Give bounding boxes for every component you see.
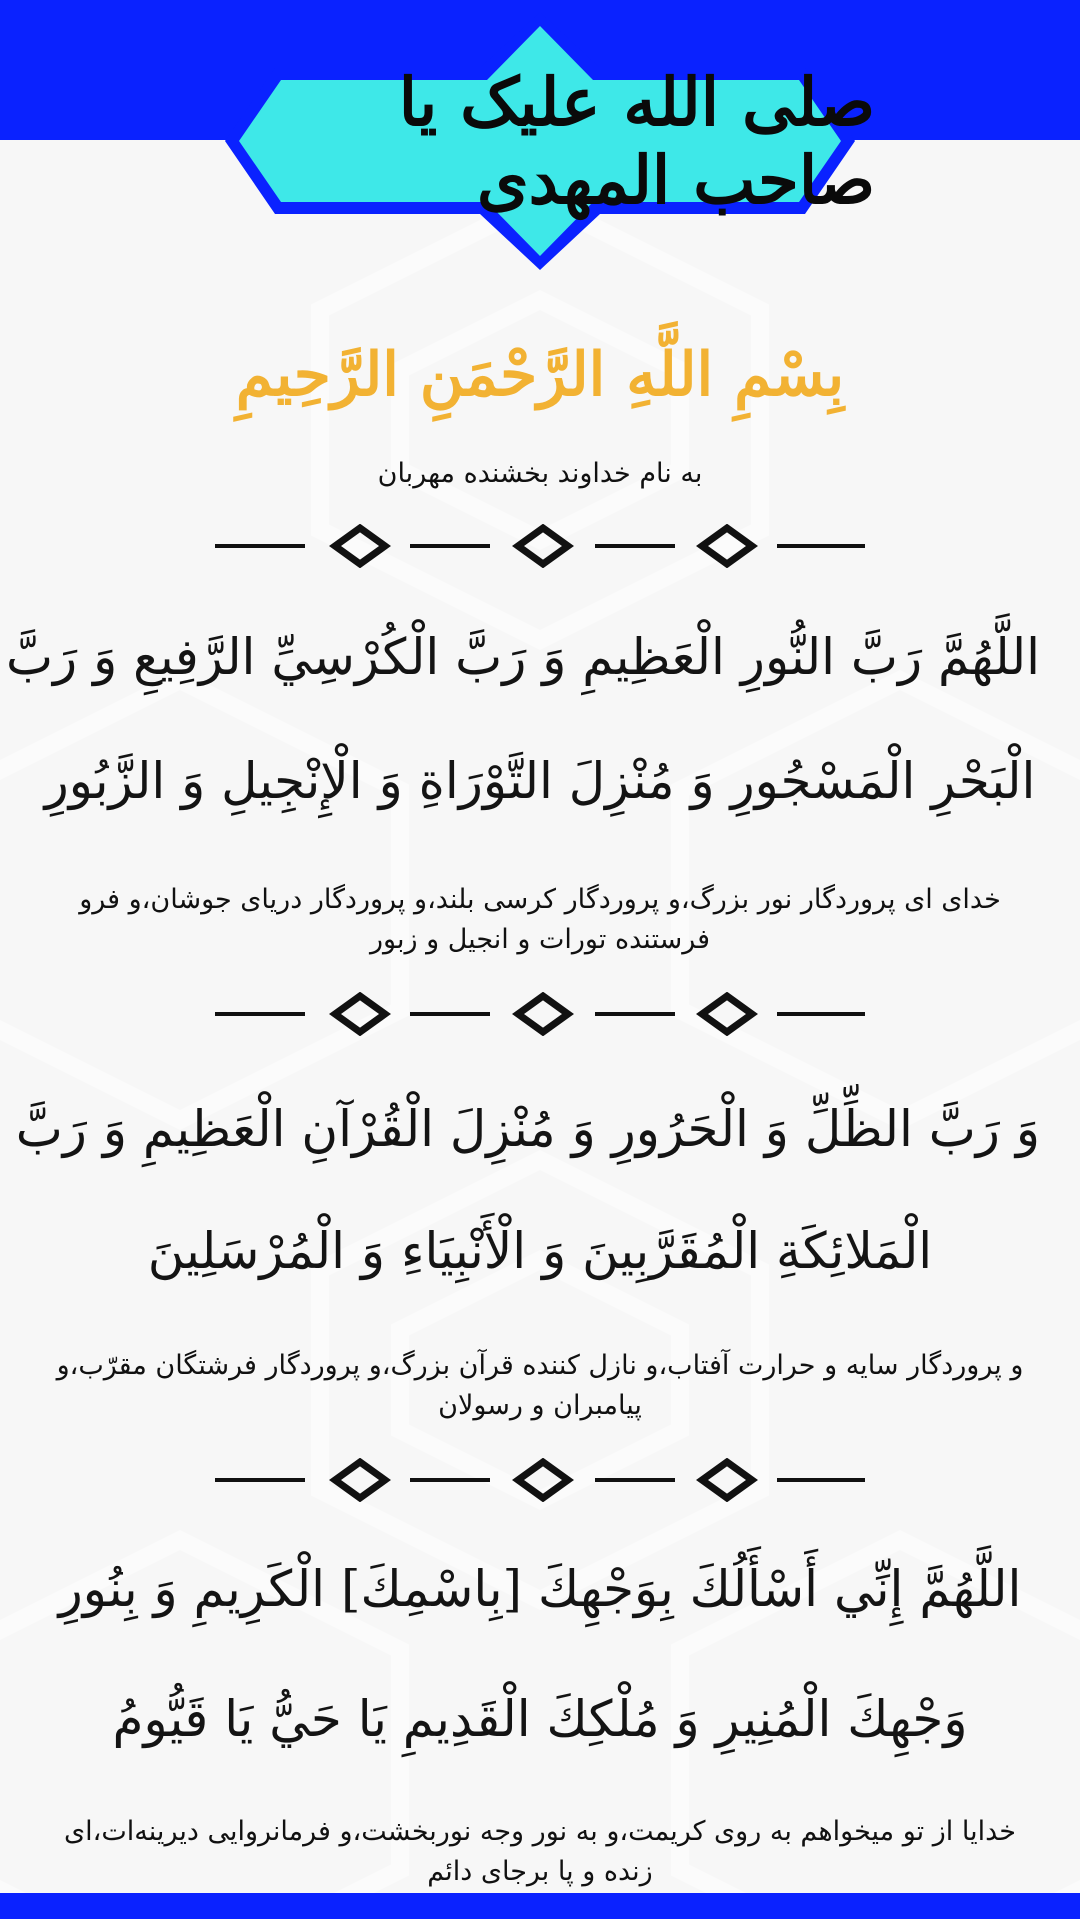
supplication-3-line-1: اللَّهُمَّ إِنِّي أَسْأَلُكَ بِوَجْهِكَ [بِاسْمِكَ] الْكَرِيمِ وَ بِنُورِ <box>58 1560 1022 1618</box>
supplication-2-line-2: الْمَلائِكَةِ الْمُقَرَّبِينَ وَ الْأَنْبِيَاءِ وَ الْمُرْسَلِينَ <box>147 1222 933 1280</box>
supplication-1-translation: خدای ای پروردگار نور بزرگ،و پروردگار کرسی بلند،و پروردگار دریای جوشان،و فرو فرستنده تورات و انجیل و زبور <box>79 884 1001 955</box>
supplication-1-line-1: اللَّهُمَّ رَبَّ النُّورِ الْعَظِيمِ وَ رَبَّ الْكُرْسِيِّ الرَّفِيعِ وَ رَبَّ <box>5 628 1040 686</box>
ornamental-divider <box>215 1458 865 1502</box>
ornamental-divider <box>215 992 865 1036</box>
header-salutation-text: صلی الله علیک یا صاحب المهدی <box>398 63 875 219</box>
supplication-3-translation: خدایا از تو میخواهم به روی کریمت،و به نور وجه نوربخشت،و فرمانروایی دیرینه‌ات،ای زنده و پا برجای دائم <box>64 1816 1016 1887</box>
supplication-2-line-1: وَ رَبَّ الظِّلِّ وَ الْحَرُورِ وَ مُنْزِلَ الْقُرْآنِ الْعَظِيمِ وَ رَبَّ <box>15 1100 1040 1158</box>
supplication-2-translation: و پروردگار سایه و حرارت آفتاب،و نازل کننده قرآن بزرگ،و پروردگار فرشتگان مقرّب،و پیامبران و رسولان <box>56 1350 1024 1421</box>
bismillah-translation: به نام خداوند بخشنده مهربان <box>377 458 703 489</box>
supplication-1-line-2: الْبَحْرِ الْمَسْجُورِ وَ مُنْزِلَ التَّوْرَاةِ وَ الْإِنْجِيلِ وَ الزَّبُورِ <box>44 752 1036 810</box>
supplication-3-line-2: وَجْهِكَ الْمُنِيرِ وَ مُلْكِكَ الْقَدِيمِ يَا حَيُّ يَا قَيُّومُ <box>112 1690 968 1748</box>
ornamental-divider <box>215 524 865 568</box>
bismillah-heading: بِسْمِ اللَّهِ الرَّحْمَنِ الرَّحِيمِ <box>235 340 845 410</box>
